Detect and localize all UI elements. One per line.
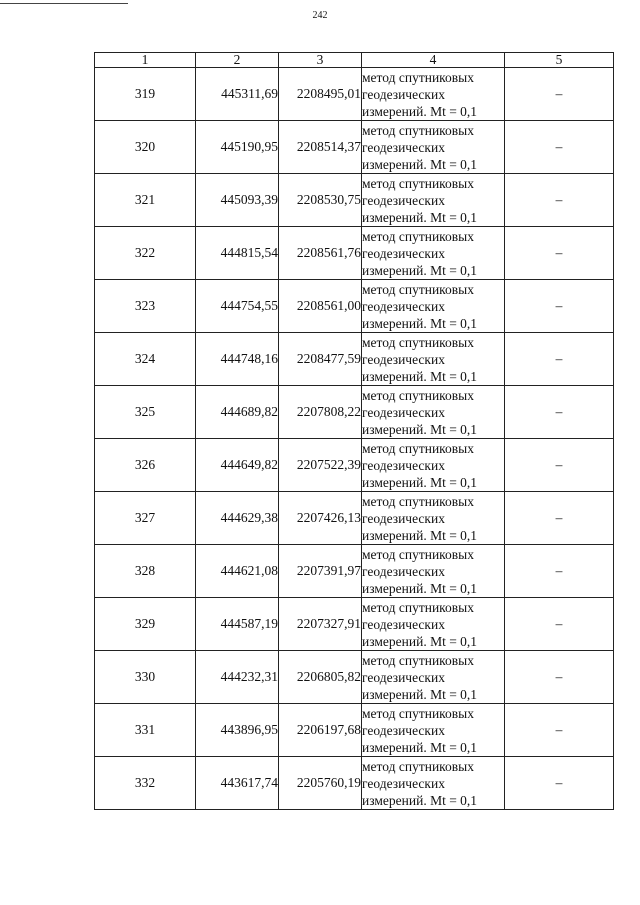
method-line: измерений. Mt = 0,1 xyxy=(362,262,478,278)
header-col-3: 3 xyxy=(279,53,362,68)
header-col-1: 1 xyxy=(95,53,196,68)
method-cell xyxy=(362,598,505,651)
method-line: геодезических xyxy=(362,404,445,420)
coordinate-x-cell: 444689,82 xyxy=(196,386,279,439)
coordinate-y-cell: 2208561,76 xyxy=(279,227,362,280)
coordinate-x-cell: 444629,38 xyxy=(196,492,279,545)
coordinate-y-cell: 2205760,19 xyxy=(279,757,362,810)
coordinate-x-cell: 444649,82 xyxy=(196,439,279,492)
table-header-row xyxy=(95,53,614,68)
coordinate-x-cell: 444232,31 xyxy=(196,651,279,704)
coordinate-y-cell: 2208514,37 xyxy=(279,121,362,174)
point-number-cell: 320 xyxy=(95,121,196,174)
table-row xyxy=(95,68,614,121)
method-line: метод спутниковых xyxy=(362,652,474,668)
method-line: метод спутниковых xyxy=(362,705,474,721)
coordinate-y-cell: 2208561,00 xyxy=(279,280,362,333)
table-row xyxy=(95,545,614,598)
method-line: геодезических xyxy=(362,351,445,367)
coordinate-y-cell: 2206197,68 xyxy=(279,704,362,757)
method-line: метод спутниковых xyxy=(362,440,474,456)
point-number-cell: 319 xyxy=(95,68,196,121)
method-line: геодезических xyxy=(362,563,445,579)
coordinate-y-cell: 2207808,22 xyxy=(279,386,362,439)
method-line: метод спутниковых xyxy=(362,69,474,85)
method-line: геодезических xyxy=(362,775,445,791)
point-number-cell: 324 xyxy=(95,333,196,386)
point-number-cell: 326 xyxy=(95,439,196,492)
note-cell: – xyxy=(505,704,614,757)
header-col-2: 2 xyxy=(196,53,279,68)
method-cell xyxy=(362,439,505,492)
table-row xyxy=(95,121,614,174)
method-line: измерений. Mt = 0,1 xyxy=(362,315,478,331)
method-line: измерений. Mt = 0,1 xyxy=(362,739,478,755)
method-line: геодезических xyxy=(362,510,445,526)
coordinate-x-cell: 444754,55 xyxy=(196,280,279,333)
method-line: измерений. Mt = 0,1 xyxy=(362,156,478,172)
method-line: геодезических xyxy=(362,245,445,261)
note-cell: – xyxy=(505,492,614,545)
point-number-cell: 323 xyxy=(95,280,196,333)
point-number-cell: 322 xyxy=(95,227,196,280)
method-cell xyxy=(362,651,505,704)
method-line: метод спутниковых xyxy=(362,599,474,615)
method-cell xyxy=(362,174,505,227)
method-line: метод спутниковых xyxy=(362,546,474,562)
method-line: измерений. Mt = 0,1 xyxy=(362,686,478,702)
note-cell: – xyxy=(505,227,614,280)
note-cell: – xyxy=(505,68,614,121)
method-line: измерений. Mt = 0,1 xyxy=(362,421,478,437)
coordinate-y-cell: 2206805,82 xyxy=(279,651,362,704)
coordinate-y-cell: 2208477,59 xyxy=(279,333,362,386)
coordinate-x-cell: 443617,74 xyxy=(196,757,279,810)
table-row xyxy=(95,492,614,545)
method-line: метод спутниковых xyxy=(362,493,474,509)
note-cell: – xyxy=(505,280,614,333)
coordinate-x-cell: 445093,39 xyxy=(196,174,279,227)
point-number-cell: 321 xyxy=(95,174,196,227)
note-cell: – xyxy=(505,121,614,174)
coordinate-y-cell: 2207522,39 xyxy=(279,439,362,492)
method-line: измерений. Mt = 0,1 xyxy=(362,633,478,649)
method-line: геодезических xyxy=(362,616,445,632)
method-cell xyxy=(362,68,505,121)
table-row xyxy=(95,651,614,704)
method-line: геодезических xyxy=(362,139,445,155)
table-row xyxy=(95,174,614,227)
method-cell xyxy=(362,333,505,386)
coordinate-x-cell: 445311,69 xyxy=(196,68,279,121)
coordinate-x-cell: 445190,95 xyxy=(196,121,279,174)
method-cell xyxy=(362,545,505,598)
header-col-4: 4 xyxy=(362,53,505,68)
table-row xyxy=(95,757,614,810)
method-line: измерений. Mt = 0,1 xyxy=(362,527,478,543)
point-number-cell: 328 xyxy=(95,545,196,598)
method-cell xyxy=(362,280,505,333)
coordinate-x-cell: 444748,16 xyxy=(196,333,279,386)
method-line: метод спутниковых xyxy=(362,387,474,403)
table-row xyxy=(95,439,614,492)
method-line: геодезических xyxy=(362,457,445,473)
method-cell xyxy=(362,227,505,280)
table-row xyxy=(95,704,614,757)
table-row xyxy=(95,227,614,280)
method-line: метод спутниковых xyxy=(362,334,474,350)
coordinate-y-cell: 2207327,91 xyxy=(279,598,362,651)
method-cell xyxy=(362,492,505,545)
method-cell xyxy=(362,121,505,174)
note-cell: – xyxy=(505,598,614,651)
coordinate-x-cell: 443896,95 xyxy=(196,704,279,757)
point-number-cell: 325 xyxy=(95,386,196,439)
method-line: измерений. Mt = 0,1 xyxy=(362,474,478,490)
table-row xyxy=(95,333,614,386)
point-number-cell: 332 xyxy=(95,757,196,810)
method-cell xyxy=(362,704,505,757)
method-line: метод спутниковых xyxy=(362,758,474,774)
method-line: метод спутниковых xyxy=(362,122,474,138)
coordinate-x-cell: 444621,08 xyxy=(196,545,279,598)
method-line: геодезических xyxy=(362,669,445,685)
coordinate-y-cell: 2208530,75 xyxy=(279,174,362,227)
method-line: геодезических xyxy=(362,722,445,738)
point-number-cell: 331 xyxy=(95,704,196,757)
note-cell: – xyxy=(505,439,614,492)
method-line: измерений. Mt = 0,1 xyxy=(362,103,478,119)
method-line: метод спутниковых xyxy=(362,175,474,191)
page-number: 242 xyxy=(312,10,328,21)
table-row xyxy=(95,386,614,439)
note-cell: – xyxy=(505,757,614,810)
method-line: геодезических xyxy=(362,192,445,208)
method-line: измерений. Mt = 0,1 xyxy=(362,209,478,225)
method-line: измерений. Mt = 0,1 xyxy=(362,368,478,384)
coordinate-x-cell: 444587,19 xyxy=(196,598,279,651)
note-cell: – xyxy=(505,174,614,227)
header-col-5: 5 xyxy=(505,53,614,68)
method-line: геодезических xyxy=(362,86,445,102)
table-row xyxy=(95,598,614,651)
corner-rule xyxy=(0,3,128,4)
note-cell: – xyxy=(505,651,614,704)
coordinate-x-cell: 444815,54 xyxy=(196,227,279,280)
method-line: метод спутниковых xyxy=(362,228,474,244)
coordinate-y-cell: 2208495,01 xyxy=(279,68,362,121)
note-cell: – xyxy=(505,386,614,439)
method-line: измерений. Mt = 0,1 xyxy=(362,580,478,596)
method-line: измерений. Mt = 0,1 xyxy=(362,792,478,808)
method-cell xyxy=(362,757,505,810)
table-row xyxy=(95,280,614,333)
coordinates-table xyxy=(94,52,614,810)
point-number-cell: 329 xyxy=(95,598,196,651)
method-line: метод спутниковых xyxy=(362,281,474,297)
coordinate-y-cell: 2207391,97 xyxy=(279,545,362,598)
note-cell: – xyxy=(505,545,614,598)
coordinate-y-cell: 2207426,13 xyxy=(279,492,362,545)
note-cell: – xyxy=(505,333,614,386)
point-number-cell: 330 xyxy=(95,651,196,704)
table-body xyxy=(95,68,614,810)
method-line: геодезических xyxy=(362,298,445,314)
point-number-cell: 327 xyxy=(95,492,196,545)
method-cell xyxy=(362,386,505,439)
